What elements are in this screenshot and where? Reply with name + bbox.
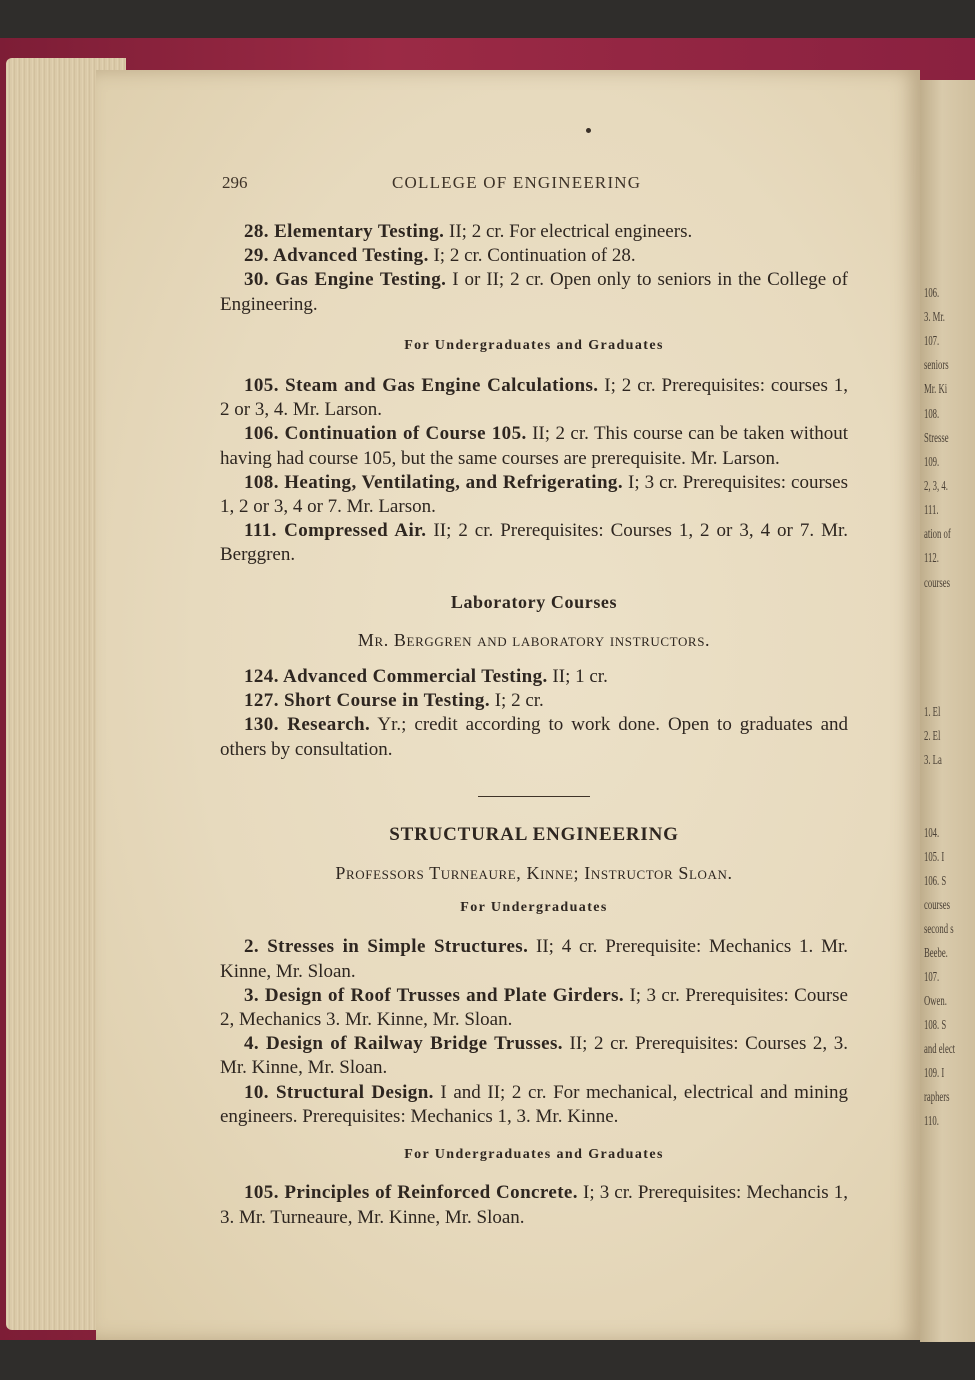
facing-page-fragment: seniors [924, 358, 949, 373]
running-title: COLLEGE OF ENGINEERING [392, 173, 642, 192]
facing-page-fragment: Owen. [924, 994, 947, 1009]
course-entry [220, 220, 848, 244]
course-entry [220, 471, 848, 519]
course-description: II; 2 cr. Prerequisites: Courses 2, 3. Mr. Kinne, Mr. Sloan. [220, 1033, 848, 1079]
course-title: 127. Short Course in Testing. [244, 690, 490, 712]
course-title: 10. Structural Design. [244, 1081, 434, 1103]
course-title: 28. Elementary Testing. [244, 221, 445, 242]
course-description: I; 3 cr. Prerequisites: Course 2, Mechanics 3. Mr. Kinne, Mr. Sloan. [220, 984, 848, 1031]
facing-page [920, 80, 975, 1342]
staff-line: Mr. Berggren and laboratory instructors. [357, 629, 711, 650]
course-entry [220, 268, 848, 316]
course-description: I and II; 2 cr. For mechanical, electrical and mining engineers. Prerequisites: Mechanics 1, 3. Mr. Kinne. [220, 1081, 848, 1127]
course-title: 29. Advanced Testing. [244, 245, 429, 267]
ink-speck [586, 128, 591, 133]
course-entry [220, 422, 848, 470]
course-entry [220, 713, 848, 761]
subsection-heading: For Undergraduates [460, 900, 608, 916]
facing-page-fragment: Mr. Ki [924, 382, 948, 397]
course-title: 108. Heating, Ventilating, and Refrigerating. [244, 471, 623, 493]
course-entry [220, 984, 848, 1032]
facing-page-fragment: raphers [924, 1090, 950, 1105]
course-description: II; 2 cr. This course can be taken without having had course 105, but the same courses are prerequisite. Mr. Larson. [220, 423, 848, 469]
facing-page-fragment: 106. [924, 286, 940, 301]
page-body [220, 220, 848, 1230]
facing-page-fragment: Stresse [924, 431, 949, 446]
course-title: 30. Gas Engine Testing. [244, 269, 447, 291]
course-entry [220, 935, 848, 983]
course-title: 3. Design of Roof Trusses and Plate Girders. [244, 984, 625, 1006]
course-entry [220, 1081, 848, 1129]
facing-page-fragment: 112. [924, 551, 939, 566]
facing-page-fragment: 2. El [924, 729, 941, 744]
course-title: 105. Principles of Reinforced Concrete. [244, 1182, 578, 1204]
facing-page-fragment: 3. Mr. [924, 310, 945, 325]
facing-page-fragment: 3. La [924, 753, 942, 768]
course-entry [220, 1181, 848, 1229]
section-heading-structural: STRUCTURAL ENGINEERING [389, 823, 679, 845]
facing-page-fragment: 107. [924, 970, 940, 985]
course-description: I; 2 cr. Continuation of 28. [428, 245, 636, 267]
facing-page-fragment: 108. [924, 407, 940, 422]
course-title: 105. Steam and Gas Engine Calculations. [244, 375, 599, 397]
facing-page-fragment: 109. [924, 455, 940, 470]
course-description: II; 2 cr. For electrical engineers. [444, 221, 693, 242]
facing-page-fragment: courses [924, 576, 951, 591]
facing-page-fragment: 106. S [924, 874, 947, 889]
facing-page-fragment: second s [924, 922, 954, 937]
facing-page-fragment: 108. S [924, 1018, 947, 1033]
facing-page-fragment: and elect [924, 1042, 956, 1057]
course-entry [220, 374, 848, 422]
subsection-heading: For Undergraduates and Graduates [404, 1147, 664, 1163]
facing-page-fragment: 2, 3, 4. [924, 479, 948, 494]
course-entry [220, 1032, 848, 1080]
facing-page-fragment: 110. [924, 1114, 939, 1129]
course-title: 124. Advanced Commercial Testing. [244, 666, 548, 688]
course-description: Yr.; credit according to work done. Open to graduates and others by consultation. [220, 714, 849, 760]
staff-line: Professors Turneaure, Kinne; Instructor Sloan. [335, 863, 733, 884]
facing-page-fragment: Beebe. [924, 946, 948, 961]
course-description: II; 4 cr. Prerequisite: Mechanics 1. Mr. Kinne, Mr. Sloan. [220, 936, 848, 982]
course-title: 106. Continuation of Course 105. [244, 423, 527, 445]
subsection-heading: For Undergraduates and Graduates [404, 337, 664, 353]
course-description: II; 2 cr. Prerequisites: Courses 1, 2 or 3, 4 or 7. Mr. Berggren. [220, 520, 848, 566]
facing-page-fragment: 109. I [924, 1066, 945, 1081]
course-title: 4. Design of Railway Bridge Trusses. [244, 1033, 563, 1055]
course-entry [220, 519, 848, 567]
course-description: I; 3 cr. Prerequisites: courses 1, 2 or 3, 4 or 7. Mr. Larson. [220, 471, 848, 518]
page-number: 296 [222, 173, 248, 192]
course-entry [220, 689, 848, 713]
facing-page-fragment: ation of [924, 527, 951, 542]
course-description: I; 2 cr. Prerequisites: courses 1, 2 or 3, 4. Mr. Larson. [220, 375, 848, 421]
course-title: 2. Stresses in Simple Structures. [244, 936, 529, 958]
facing-page-fragment: 104. [924, 826, 940, 841]
facing-page-fragment: 107. [924, 334, 940, 349]
facing-page-fragment: 111. [924, 503, 939, 518]
facing-page-fragment: 105. I [924, 850, 945, 865]
section-heading-laboratory: Laboratory Courses [450, 591, 618, 612]
facing-page-fragment: 1. El [924, 705, 941, 720]
course-title: 111. Compressed Air. [244, 520, 427, 542]
course-entry [220, 665, 848, 689]
course-description: II; 1 cr. [547, 666, 608, 688]
course-description: I; 3 cr. Prerequisites: Mechancis 1, 3. Mr. Turneaure, Mr. Kinne, Mr. Sloan. [220, 1182, 848, 1228]
facing-page-fragment: courses [924, 898, 951, 913]
course-entry [220, 244, 848, 268]
course-description: I or II; 2 cr. Open only to seniors in the College of Engineering. [220, 269, 848, 315]
course-description: I; 2 cr. [489, 690, 544, 712]
running-header [222, 173, 848, 197]
course-title: 130. Research. [244, 714, 371, 736]
